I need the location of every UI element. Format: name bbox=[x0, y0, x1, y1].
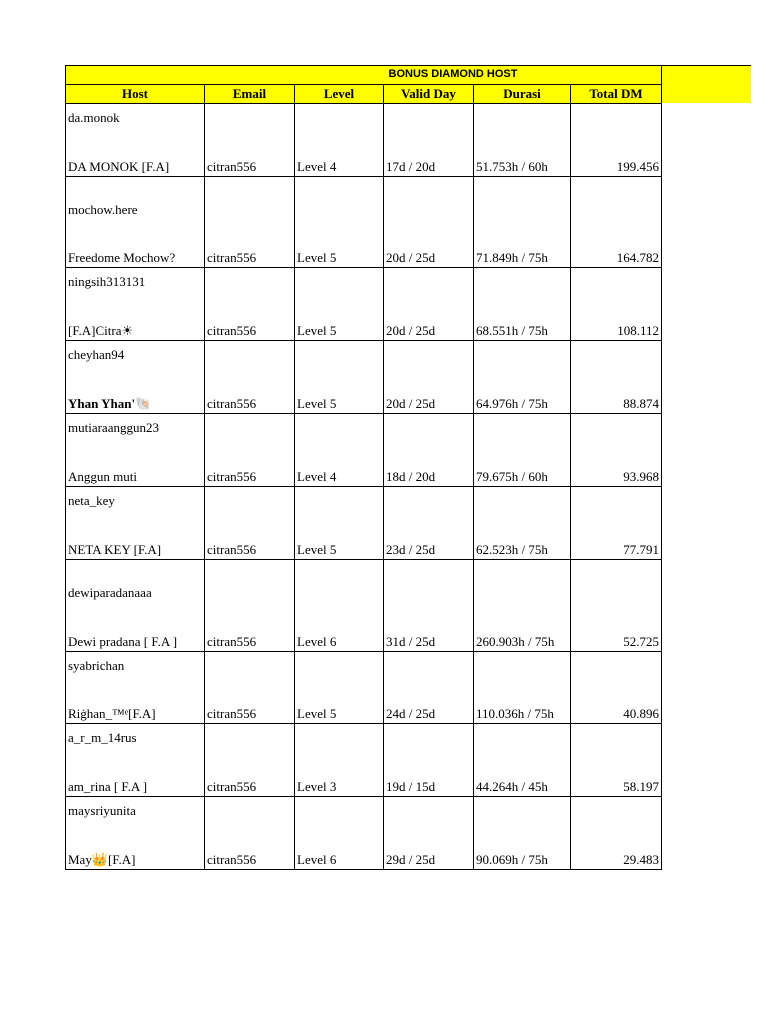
valid-day-cell: 18d / 20d bbox=[384, 414, 474, 487]
host-display-name: NETA KEY [F.A] bbox=[68, 542, 162, 557]
email-cell: citran556 bbox=[205, 797, 295, 870]
host-cell bbox=[66, 414, 205, 487]
host-display-name: Freedome Mochow? bbox=[68, 250, 176, 265]
email-cell: citran556 bbox=[205, 414, 295, 487]
email-cell: citran556 bbox=[205, 341, 295, 414]
total-dm-cell: 108.112 bbox=[571, 268, 662, 341]
host-cell bbox=[66, 797, 205, 870]
bonus-table bbox=[65, 84, 662, 870]
header-total-dm: Total DM bbox=[571, 85, 662, 104]
level-cell: Level 6 bbox=[295, 560, 384, 652]
total-dm-cell: 88.874 bbox=[571, 341, 662, 414]
table-row bbox=[66, 177, 662, 268]
host-display-name: Dewi pradana [ F.A ] bbox=[68, 634, 178, 649]
email-cell: citran556 bbox=[205, 652, 295, 724]
host-cell bbox=[66, 652, 205, 724]
table-row bbox=[66, 797, 662, 870]
valid-day-cell: 23d / 25d bbox=[384, 487, 474, 560]
durasi-cell: 51.753h / 60h bbox=[474, 104, 571, 177]
level-cell: Level 5 bbox=[295, 341, 384, 414]
host-username: syabrichan bbox=[68, 658, 125, 673]
host-cell bbox=[66, 560, 205, 652]
total-dm-cell: 77.791 bbox=[571, 487, 662, 560]
valid-day-cell: 20d / 25d bbox=[384, 341, 474, 414]
host-username: ningsih313131 bbox=[68, 274, 146, 289]
durasi-cell: 62.523h / 75h bbox=[474, 487, 571, 560]
host-cell bbox=[66, 268, 205, 341]
host-display-name: Yhan Yhan'🐚 bbox=[68, 396, 152, 411]
total-dm-cell: 58.197 bbox=[571, 724, 662, 797]
level-cell: Level 4 bbox=[295, 104, 384, 177]
level-cell: Level 5 bbox=[295, 268, 384, 341]
valid-day-cell: 20d / 25d bbox=[384, 268, 474, 341]
valid-day-cell: 29d / 25d bbox=[384, 797, 474, 870]
level-cell: Level 5 bbox=[295, 487, 384, 560]
title-bar bbox=[65, 65, 751, 84]
email-cell: citran556 bbox=[205, 487, 295, 560]
durasi-cell: 71.849h / 75h bbox=[474, 177, 571, 268]
durasi-cell: 68.551h / 75h bbox=[474, 268, 571, 341]
table-row bbox=[66, 268, 662, 341]
header-fill-extension bbox=[661, 84, 751, 103]
host-username: da.monok bbox=[68, 110, 120, 125]
host-cell bbox=[66, 724, 205, 797]
valid-day-cell: 24d / 25d bbox=[384, 652, 474, 724]
total-dm-cell: 29.483 bbox=[571, 797, 662, 870]
durasi-cell: 90.069h / 75h bbox=[474, 797, 571, 870]
total-dm-cell: 199.456 bbox=[571, 104, 662, 177]
level-cell: Level 5 bbox=[295, 177, 384, 268]
valid-day-cell: 31d / 25d bbox=[384, 560, 474, 652]
host-cell bbox=[66, 177, 205, 268]
title-bar-edge bbox=[661, 65, 662, 84]
table-row bbox=[66, 724, 662, 797]
total-dm-cell: 40.896 bbox=[571, 652, 662, 724]
header-level: Level bbox=[295, 85, 384, 104]
table-row bbox=[66, 560, 662, 652]
total-dm-cell: 52.725 bbox=[571, 560, 662, 652]
host-username: mutiaraanggun23 bbox=[68, 420, 159, 435]
level-cell: Level 3 bbox=[295, 724, 384, 797]
valid-day-cell: 19d / 15d bbox=[384, 724, 474, 797]
table-row bbox=[66, 652, 662, 724]
durasi-cell: 110.036h / 75h bbox=[474, 652, 571, 724]
host-cell bbox=[66, 487, 205, 560]
header-row bbox=[66, 85, 662, 104]
header-durasi: Durasi bbox=[474, 85, 571, 104]
header-valid-day: Valid Day bbox=[384, 85, 474, 104]
table-row bbox=[66, 104, 662, 177]
host-display-name: May👑[F.A] bbox=[68, 852, 136, 867]
sheet-title: BONUS DIAMOND HOST bbox=[388, 68, 518, 80]
host-username: neta_key bbox=[68, 493, 115, 508]
host-display-name: Riġhan_™ᵉ[F.A] bbox=[68, 706, 156, 721]
total-dm-cell: 93.968 bbox=[571, 414, 662, 487]
header-host: Host bbox=[66, 85, 205, 104]
host-username: cheyhan94 bbox=[68, 347, 125, 362]
email-cell: citran556 bbox=[205, 177, 295, 268]
level-cell: Level 5 bbox=[295, 652, 384, 724]
host-display-name: am_rina [ F.A ] bbox=[68, 779, 148, 794]
host-username: mochow.here bbox=[68, 202, 138, 217]
host-display-name: [F.A]Citra☀ bbox=[68, 323, 134, 338]
host-display-name: DA MONOK [F.A] bbox=[68, 159, 170, 174]
email-cell: citran556 bbox=[205, 268, 295, 341]
host-cell bbox=[66, 341, 205, 414]
valid-day-cell: 17d / 20d bbox=[384, 104, 474, 177]
email-cell: citran556 bbox=[205, 560, 295, 652]
header-email: Email bbox=[205, 85, 295, 104]
table-row bbox=[66, 414, 662, 487]
durasi-cell: 44.264h / 45h bbox=[474, 724, 571, 797]
host-username: a_r_m_14rus bbox=[68, 730, 137, 745]
email-cell: citran556 bbox=[205, 724, 295, 797]
level-cell: Level 6 bbox=[295, 797, 384, 870]
host-username: dewiparadanaaa bbox=[68, 585, 152, 600]
table-row bbox=[66, 487, 662, 560]
level-cell: Level 4 bbox=[295, 414, 384, 487]
host-cell bbox=[66, 104, 205, 177]
valid-day-cell: 20d / 25d bbox=[384, 177, 474, 268]
durasi-cell: 260.903h / 75h bbox=[474, 560, 571, 652]
durasi-cell: 79.675h / 60h bbox=[474, 414, 571, 487]
host-display-name: Anggun muti bbox=[68, 469, 137, 484]
durasi-cell: 64.976h / 75h bbox=[474, 341, 571, 414]
total-dm-cell: 164.782 bbox=[571, 177, 662, 268]
host-username: maysriyunita bbox=[68, 803, 136, 818]
table-row bbox=[66, 341, 662, 414]
email-cell: citran556 bbox=[205, 104, 295, 177]
